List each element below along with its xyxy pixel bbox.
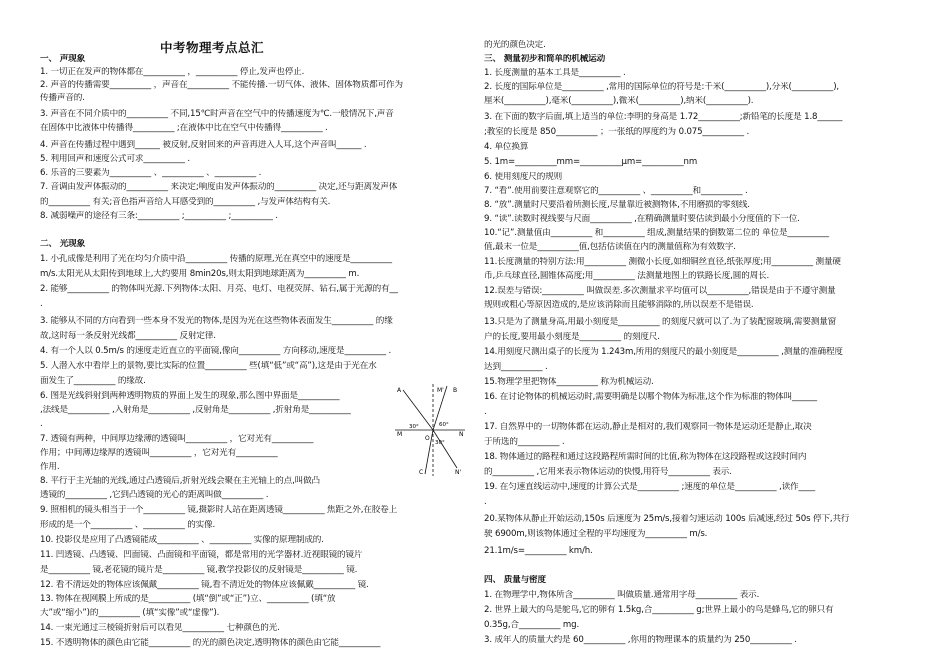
text-line: 大”或“缩小”)的__________ (填“实像”或“虚像”). bbox=[40, 608, 220, 618]
fig-label-o: O bbox=[425, 435, 430, 442]
text-line: 的光的颜色决定. bbox=[484, 40, 546, 50]
fig-label-m-prime: M' bbox=[437, 387, 444, 394]
refraction-figure bbox=[395, 384, 465, 476]
text-line: 15. 不透明物体的颜色由它能__________ 的光的颜色决定,透明物体的颜色由它能__________ bbox=[40, 638, 381, 648]
text-line: 8. “放”.测量时尺要沿着所测长度,尽量靠近被测物体,不用磨损的零刻线. bbox=[484, 200, 750, 210]
text-line: 在固体中比液体中传播得__________ ;在液体中比在空气中传播得__________ . bbox=[40, 123, 328, 133]
text-line: 4. 单位换算 bbox=[484, 142, 529, 152]
text-line: ;教室的长度是 850__________ ；一张纸的厚度约为 0.075__________ . bbox=[484, 127, 750, 137]
text-line: . bbox=[484, 497, 487, 507]
text-line: 14. 一束光通过三棱镜折射后可以看见__________ 七种颜色的光. bbox=[40, 623, 280, 633]
fig-angle-3: 30° bbox=[435, 440, 445, 446]
text-line: 16. 在讨论物体的机械运动时,需要明确是以哪个物体为标准,这个作为标准的物体叫______ bbox=[484, 392, 817, 402]
text-line: 驶 6900m,则该物体通过全程的平均速度为__________ m/s. bbox=[484, 529, 708, 539]
text-line: 21.1m/s=__________ km/h. bbox=[484, 546, 593, 556]
text-line: 17. 自然界中的一切物体都在运动,静止是相对的,我们观察同一物体是运动还是静止,取决 bbox=[484, 422, 812, 432]
text-line: 11. 凹透镜、凸透镜、凹面镜、凸面镜和平面镜，都是常用的光学器材.近视眼镜的镜片 bbox=[40, 550, 363, 560]
text-line: 是__________ 镜,老花镜的镜片是__________ 镜,教学投影仪的反射镜是__________ 镜. bbox=[40, 565, 358, 575]
text-line: 7. 透镜有两种，中间厚边缘薄的透镜叫__________ ，它对光有__________ bbox=[40, 434, 314, 444]
text-line: 作用. bbox=[40, 462, 60, 472]
fig-label-n: N bbox=[459, 431, 464, 438]
text-line: 3. 成年人的质量大约是 60__________ ,你用的物理课本的质量约为 250__________ . bbox=[484, 635, 797, 645]
text-line: 面发生了__________ 的缘故. bbox=[40, 376, 146, 386]
text-line: 3. 声音在不同介质中的__________ 不同,15℃时声音在空气中的传播速度为℃.一般情况下,声音 bbox=[40, 109, 394, 119]
text-line: 规则或粗心等原因造成的,是应该消除而且能够消除的,所以误差不是错误. bbox=[484, 300, 754, 310]
fig-label-a: A bbox=[397, 387, 402, 394]
text-line: 15.物理学里把物体__________ 称为机械运动. bbox=[484, 377, 654, 387]
text-line: 1. 小孔成像是利用了光在均匀介质中沿__________ 传播的原理,光在真空中的速度是__________ bbox=[40, 254, 392, 264]
text-line: 形成的是一个__________ 、__________ 的实像. bbox=[40, 520, 216, 530]
text-line: . bbox=[40, 299, 43, 309]
text-line: 11.长度测量的特别方法:用__________ 测微小长度,如细铜丝直径,纸张厚度;用__________ 测量硬 bbox=[484, 257, 841, 267]
text-line: 6. 图是光线斜射到两种透明物质的界面上发生的现象,那么图中界面是__________ bbox=[40, 391, 340, 401]
text-line: 值,最末一位是__________值,包括估读值在内的测量值称为有效数字. bbox=[484, 242, 736, 252]
text-line: 故,这时每一条反射光线都__________ 反射定律. bbox=[40, 331, 216, 341]
text-line: 2. 世界上最大的鸟是鸵鸟,它的卵有 1.5kg,合__________ g;世界上最小的鸟是蜂鸟,它的卵只有 bbox=[484, 605, 834, 615]
text-line: 于所选的__________ . bbox=[484, 437, 565, 447]
text-line: 5. 人潜入水中看岸上的景物,要比实际的位置__________ 些(填“低”或“高”),这是由于光在水 bbox=[40, 361, 377, 371]
text-line: 13.只是为了测量身高,用最小刻度是__________ 的刻度尺就可以了.为了装配窗玻璃,需要测量窗 bbox=[484, 317, 837, 327]
section-heading: 三、 测量初步和简单的机械运动 bbox=[484, 54, 606, 64]
text-line: 14.用刻度尺测出桌子的长度为 1.243m,所用的刻度尺的最小刻度是__________ ,测量的准确程度 bbox=[484, 347, 843, 357]
text-line: 2. 能够__________ 的物体叫光源.下列物体:太阳、月亮、电灯、电视荧屏、钻石,属于光源的有__ bbox=[40, 284, 398, 294]
text-line: m/s.太阳光从太阳传到地球上,大约要用 8min20s,则太阳到地球距离为__________ m. bbox=[40, 269, 360, 279]
text-line: 透镜的__________ ,它到凸透镜的光心的距离叫做__________ . bbox=[40, 490, 269, 500]
text-line: 5. 利用回声和速度公式可求__________ . bbox=[40, 154, 190, 164]
text-line: ,法线是__________ ,入射角是__________ ,反射角是__________ ,折射角是__________ bbox=[40, 405, 351, 415]
text-line: 6. 使用刻度尺的规则 bbox=[484, 172, 563, 182]
refracted-ray bbox=[433, 430, 457, 468]
refraction-diagram bbox=[395, 384, 465, 476]
text-line: 达到__________ . bbox=[484, 362, 548, 372]
text-line: 7. “看”.使用前要注意观察它的__________ 、__________和__________ . bbox=[484, 186, 748, 196]
text-line: 12. 看不清远处的物体应该佩戴__________ 镜,看不清近处的物体应该佩戴__________ 镜. bbox=[40, 580, 369, 590]
text-line: 18. 物体通过的路程和通过这段路程所需时间的比值,称为物体在这段路程或这段时间内 bbox=[484, 452, 807, 462]
text-line: 币,乒乓球直径,圆锥体高度;用__________ 法测量地图上的铁路长度,圆的周长. bbox=[484, 271, 770, 281]
text-line: 0.35g,合__________ mg. bbox=[484, 620, 580, 630]
text-line: 9. “读”.读数时视线要与尺面__________ ,在精确测量时要估读到最小分度值的下一位. bbox=[484, 214, 800, 224]
fig-label-n-prime: N' bbox=[455, 469, 462, 476]
text-line: 4. 声音在传播过程中遇到______ 被反射,反射回来的声音再进入人耳,这个声音叫______ . bbox=[40, 140, 367, 150]
text-line: 13. 物体在视网膜上所成的是__________ (填“倒”或“正”)立、__________ (填“放 bbox=[40, 594, 336, 604]
text-line: 8. 减弱噪声的途径有三条:__________ ;__________ ;__________ . bbox=[40, 211, 278, 221]
text-line: 6. 乐音的三要素为__________ 、__________ 、__________ . bbox=[40, 168, 262, 178]
text-line: 1. 在物理学中,物体所含__________ 叫做质量.通常用字母__________ 表示. bbox=[484, 590, 760, 600]
text-line: 9. 照相机的镜头相当于一个__________ 镜,摄影时人站在距离透镜__________ 焦距之外,在胶卷上 bbox=[40, 505, 398, 515]
text-line: 3. 在下面的数字后面,填上适当的单位:李明的身高是 1.72__________;新铅笔的长度是 1.8______ bbox=[484, 112, 843, 122]
text-line: 的__________ ,它用来表示物体运动的快慢,用符号__________ 表示. bbox=[484, 467, 732, 477]
section-heading: 四、 质量与密度 bbox=[484, 575, 546, 585]
text-line: 10. 投影仪是应用了凸透镜能成__________ 、__________ 实像的原理制成的. bbox=[40, 535, 324, 545]
text-line: 7. 音调由发声体振动的__________ 来决定;响度由发声体振动的__________ 决定,还与距离发声体 bbox=[40, 182, 398, 192]
text-line: 20.某物体从静止开始运动,150s 后速度为 25m/s,接着匀速运动 100s 后减速,经过 50s 停下,共行 bbox=[484, 514, 850, 524]
text-line: 10.“记”.测量值由__________ 和__________ 组成,测量结果的倒数第二位的 单位是__________ bbox=[484, 228, 829, 238]
text-line: 传播声音的. bbox=[40, 93, 85, 103]
text-line: 厘米(__________),毫米(__________),微米(__________),纳米(__________). bbox=[484, 96, 754, 106]
document-title: 中考物理考点总汇 bbox=[160, 40, 265, 55]
fig-label-b: B bbox=[453, 387, 458, 394]
text-line: 户的长度,要用最小刻度是__________ 的刻度尺. bbox=[484, 332, 660, 342]
section-heading: 二、 光现象 bbox=[40, 239, 86, 249]
text-line: 作用；中间薄边缘厚的透镜叫__________ ，它对光有__________ bbox=[40, 448, 278, 458]
text-line: 3. 能够从不同的方向看到一些本身不发光的物体,是因为光在这些物体表面发生__________ 的缘 bbox=[40, 316, 393, 326]
text-line: 2. 长度的国际单位是__________ ,常用的国际单位的符号是:千米(__________),分米(__________), bbox=[484, 82, 839, 92]
text-line: 5. 1m=__________mm=__________μm=__________nm bbox=[484, 157, 698, 167]
text-line: 1. 长度测量的基本工具是__________ . bbox=[484, 68, 626, 78]
text-line: 12.误差与错误:__________ 叫做误差.多次测量求平均值可以__________,错误是由于不遵守测量 bbox=[484, 286, 836, 296]
fig-angle-2: 60° bbox=[439, 422, 449, 428]
text-line: 1. 一切正在发声的物体都在__________ ，__________ 停止,发声也停止. bbox=[40, 67, 305, 77]
section-heading: 一、 声现象 bbox=[40, 54, 86, 64]
fig-angle-1: 30° bbox=[409, 424, 419, 430]
text-line: . bbox=[484, 407, 487, 417]
text-line: 4. 有一个人以 0.5m/s 的速度走近直立的平面镜,像向__________ 方向移动,速度是__________ . bbox=[40, 346, 392, 356]
text-line: . bbox=[40, 419, 43, 429]
text-line: 2. 声音的传播需要__________ ，声音在__________ 不能传播.一切气体、液体、固体物质都可作为 bbox=[40, 80, 403, 90]
fig-label-m: M bbox=[397, 431, 403, 438]
text-line: 的__________ 有关;音色指声音给人耳感受到的__________ ,与发声体结构有关. bbox=[40, 197, 331, 207]
fig-label-c: C bbox=[419, 469, 424, 476]
text-line: 8. 平行于主光轴的光线,通过凸透镜后,折射光线会聚在主光轴上的点,叫做凸 bbox=[40, 476, 320, 486]
text-line: 19. 在匀速直线运动中,速度的计算公式是__________ ;速度的单位是__________ ,读作____ bbox=[484, 482, 816, 492]
